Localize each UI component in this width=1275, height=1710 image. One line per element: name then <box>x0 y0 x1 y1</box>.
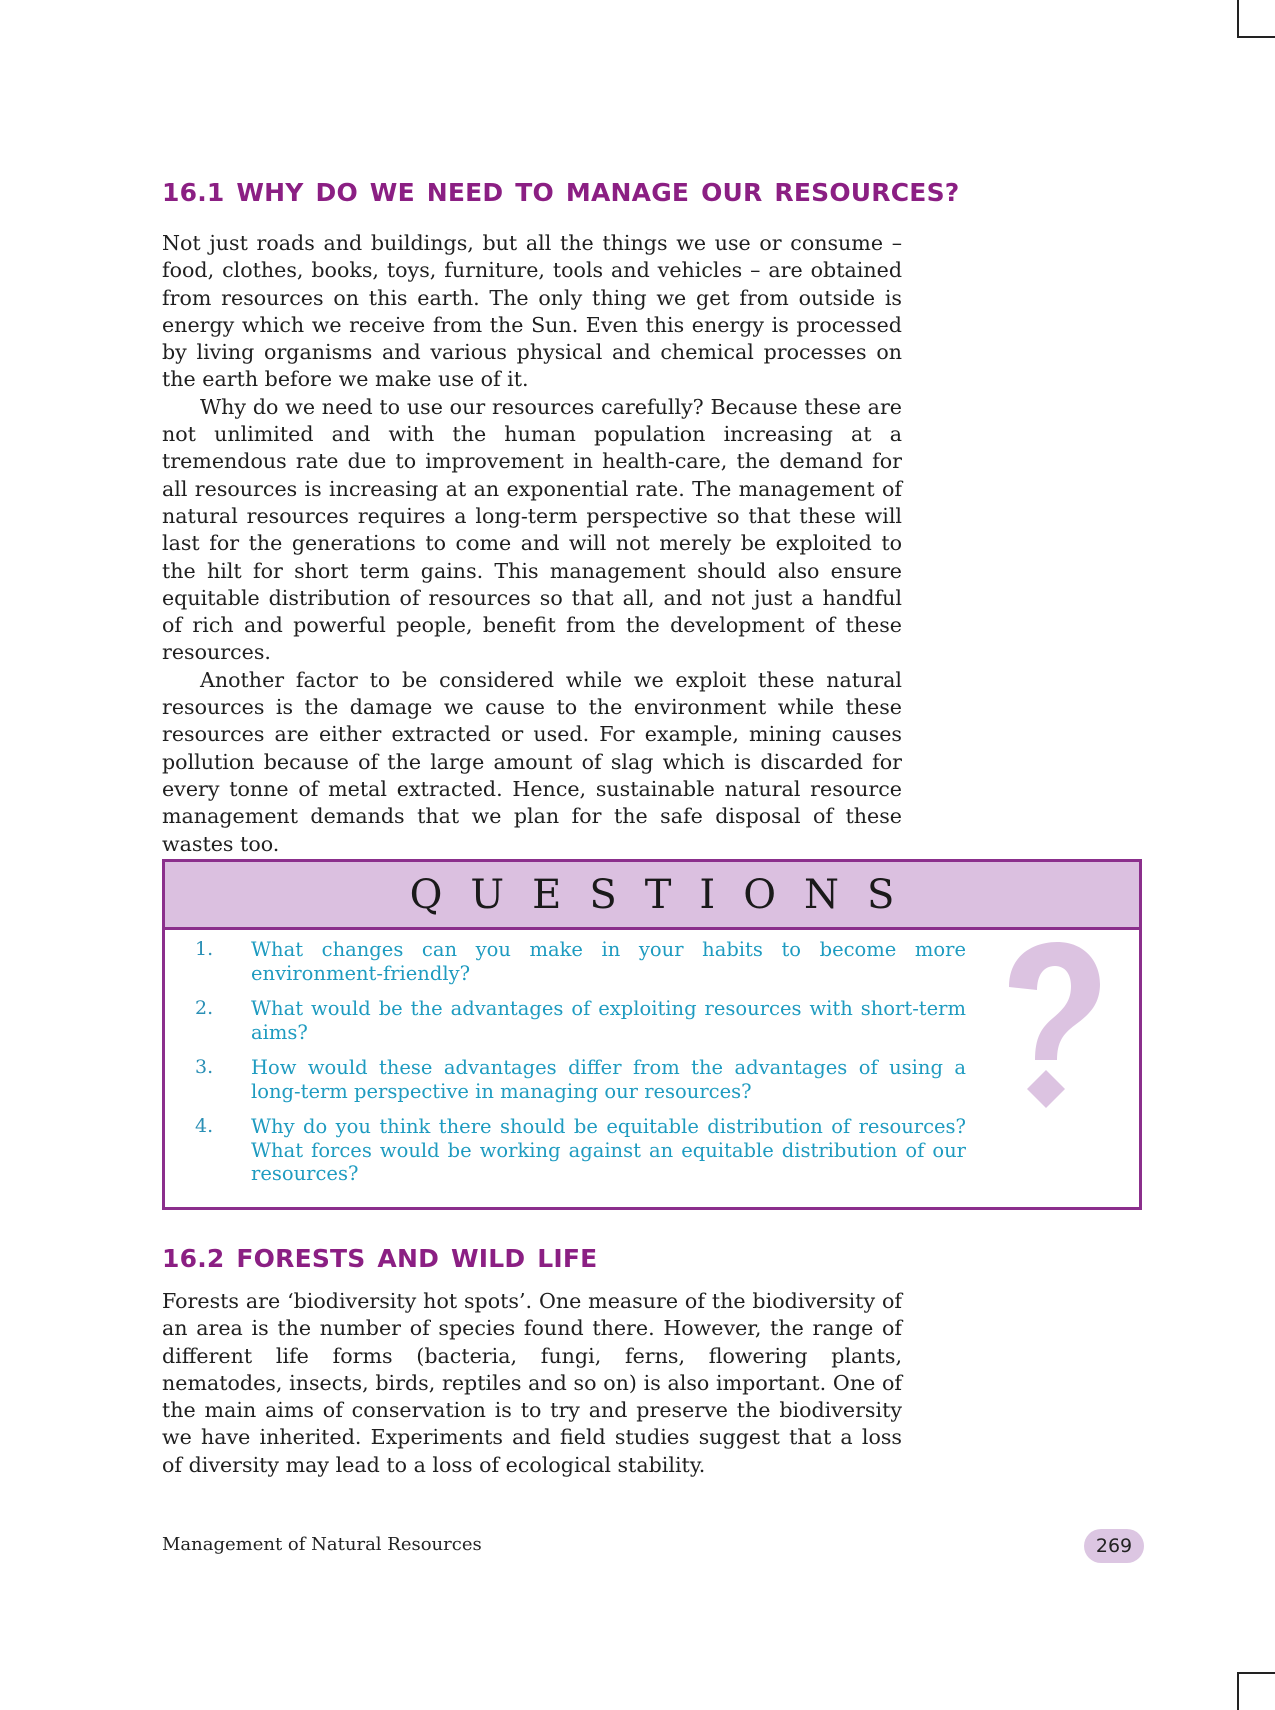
crop-mark-top <box>1237 0 1275 38</box>
question-text: What changes can you make in your habits to become more environment-friendly? <box>251 938 966 985</box>
question-item <box>165 1115 975 1186</box>
question-item <box>165 1056 975 1103</box>
section-body <box>162 230 902 858</box>
section-heading: 16.2 FORESTS AND WILD LIFE <box>162 1244 598 1273</box>
page-number-badge: 269 <box>1084 1529 1144 1563</box>
section-body <box>162 1288 902 1479</box>
paragraph: Forests are ‘biodiversity hot spots’. One measure of the biodiversity of an area is the number of species found there. However, the range of different life forms (bacteria, fungi, ferns, flowering plants, nematodes, insects, birds, reptiles and so on) is also important. One of the main aims of conservation is to try and preserve the biodiversity we have inherited. Experiments and field studies suggest that a loss of diversity may lead to a loss of ecological stability. <box>162 1289 902 1477</box>
question-number: 4. <box>195 1115 214 1137</box>
questions-heading: QUESTIONS <box>409 871 923 918</box>
question-text: How would these advantages differ from the advantages of using a long-term perspective in managing our resources? <box>251 1056 966 1103</box>
question-item <box>165 938 975 985</box>
paragraph: Why do we need to use our resources carefully? Because these are not unlimited and with the human population increasing at a tremendous rate due to improvement in health-care, the demand for all resources is increasing at an exponential rate. The management of natural resources requires a long-term perspective so that these will last for the generations to come and will not merely be exploited to the hilt for short term gains. This management should also ensure equitable distribution of resources so that all, and not just a handful of rich and powerful people, benefit from the development of these resources. <box>162 394 902 665</box>
section-heading: 16.1 WHY DO WE NEED TO MANAGE OUR RESOURCES? <box>162 178 960 207</box>
question-number: 3. <box>195 1056 214 1078</box>
question-item <box>165 997 975 1044</box>
questions-box <box>162 859 1142 1210</box>
question-text: Why do you think there should be equitable distribution of resources? What forces would be working against an equitable distribution of our resources? <box>251 1115 966 1185</box>
footer-chapter-title: Management of Natural Resources <box>162 1534 482 1555</box>
questions-list <box>165 938 975 1198</box>
question-number: 1. <box>195 938 214 960</box>
question-text: What would be the advantages of exploiting resources with short-term aims? <box>251 997 966 1044</box>
question-number: 2. <box>195 997 214 1019</box>
questions-header <box>165 862 1139 930</box>
paragraph: Not just roads and buildings, but all the things we use or consume – food, clothes, books, toys, furniture, tools and vehicles – are obtained from resources on this earth. The only thing we get from outside is energy which we receive from the Sun. Even this energy is processed by living organisms and various physical and chemical processes on the earth before we make use of it. <box>162 231 902 392</box>
question-mark-icon <box>995 942 1105 1117</box>
crop-mark-bottom <box>1237 1672 1275 1710</box>
paragraph: Another factor to be considered while we exploit these natural resources is the damage we cause to the environment while these resources are either extracted or used. For example, mining causes pollution because of the large amount of slag which is discarded for every tonne of metal extracted. Hence, sustainable natural resource management demands that we plan for the safe disposal of these wastes too. <box>162 667 902 856</box>
